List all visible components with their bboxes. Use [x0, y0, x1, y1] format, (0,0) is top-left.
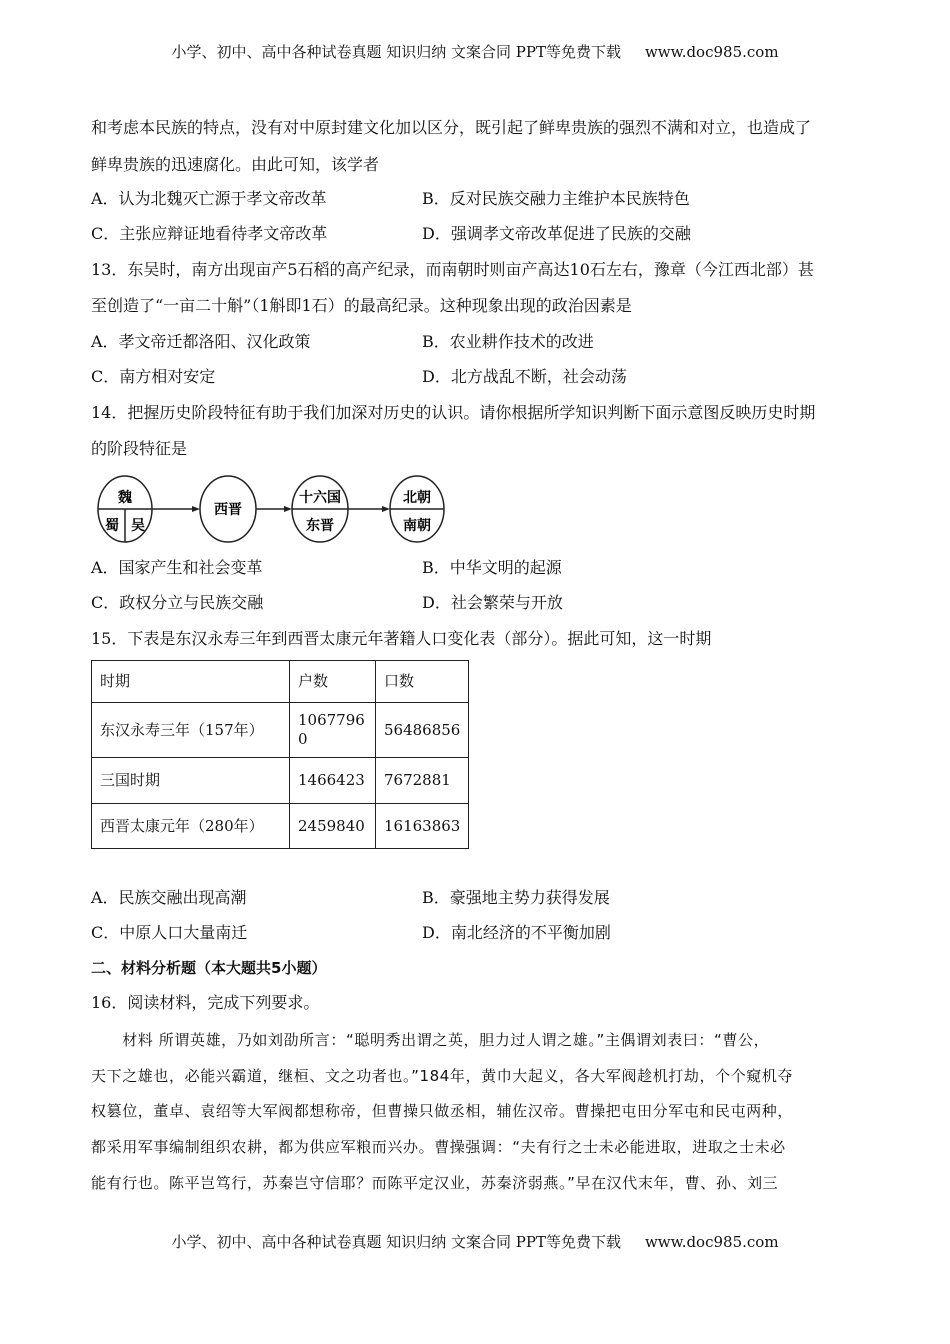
q13-option-d: D．北方战乱不断，社会动荡: [422, 367, 627, 386]
q12-option-c: C．主张应辩证地看待孝文帝改革: [91, 224, 328, 243]
label-northern-dynasties: 北朝: [403, 490, 431, 506]
q12-option-d: D．强调孝文帝改革促进了民族的交融: [422, 224, 691, 243]
table-row: [92, 804, 469, 849]
page-header: [0, 41, 950, 62]
material-line: 能有行也。陈平岂笃行，苏秦岂守信耶？而陈平定汉业，苏秦济弱燕。”早在汉代末年，曹、孙、刘三: [91, 1174, 779, 1192]
table-cell: 7672881: [376, 758, 469, 804]
q15-option-b: B．豪强地主势力获得发展: [422, 888, 610, 907]
footer-text: 小学、初中、高中各种试卷真题 知识归纳 文案合同 PPT等免费下载: [171, 1233, 621, 1251]
table-header: 时期: [92, 661, 290, 703]
label-wei: 魏: [118, 490, 132, 506]
label-eastern-jin: 东晋: [306, 518, 334, 534]
q14-line-2: 的阶段特征是: [91, 439, 188, 458]
q13-option-c: C．南方相对安定: [91, 367, 216, 386]
table-row: [92, 703, 469, 758]
label-western-jin: 西晋: [214, 502, 242, 518]
q13-option-b: B．农业耕作技术的改进: [422, 332, 594, 351]
q15-option-d: D．南北经济的不平衡加剧: [422, 923, 611, 942]
section-title: 二、材料分析题（本大题共5小题）: [91, 959, 327, 977]
table-cell: 东汉永寿三年（157年）: [92, 703, 290, 758]
table-cell: 16163863: [376, 804, 469, 849]
q14-option-d: D．社会繁荣与开放: [422, 593, 563, 612]
material-line: 天下之雄也，必能兴霸道，继桓、文之功者也。”184年，黄巾大起义，各大军阀趁机打劫，个个窥机夺: [91, 1067, 794, 1085]
q13-line-1: 13．东吴时，南方出现亩产5石稻的高产纪录，而南朝时则亩产高达10石左右，豫章（今江西北部）甚: [91, 260, 814, 279]
q13-option-a: A．孝文帝迁都洛阳、汉化政策: [91, 332, 311, 351]
q12-line-1: 和考虑本民族的特点，没有对中原封建文化加以区分，既引起了鲜卑贵族的强烈不满和对立，也造成了: [91, 118, 812, 137]
q14-option-a: A．国家产生和社会变革: [91, 558, 263, 577]
material-line: 权篡位，董卓、袁绍等大军阀都想称帝，但曹操只做丞相，辅佐汉帝。曹操把屯田分军屯和民屯两种，: [91, 1102, 794, 1120]
q13-line-2: 至创造了“一亩二十斛”（1斛即1石）的最高纪录。这种现象出现的政治因素是: [91, 296, 632, 315]
table-header-row: [92, 661, 469, 703]
label-shu: 蜀: [105, 518, 119, 534]
page-footer: [0, 1231, 950, 1252]
q15-option-c: C．中原人口大量南迁: [91, 923, 248, 942]
q15-option-a: A．民族交融出现高潮: [91, 888, 247, 907]
period-diagram: [95, 468, 455, 552]
table-row: [92, 758, 469, 804]
population-table: [91, 660, 469, 849]
q16-line: 16．阅读材料，完成下列要求。: [91, 993, 320, 1012]
table-header: 户数: [290, 661, 376, 703]
label-southern-dynasties: 南朝: [403, 518, 431, 534]
table-cell: 西晋太康元年（280年）: [92, 804, 290, 849]
table-cell: 2459840: [290, 804, 376, 849]
table-cell: 1067796 0: [290, 703, 376, 758]
q14-line-1: 14．把握历史阶段特征有助于我们加深对历史的认识。请你根据所学知识判断下面示意图反映历史时期: [91, 403, 816, 422]
header-text: 小学、初中、高中各种试卷真题 知识归纳 文案合同 PPT等免费下载: [171, 43, 621, 61]
footer-site: www.doc985.com: [644, 1233, 779, 1251]
q12-line-2: 鲜卑贵族的迅速腐化。由此可知，该学者: [91, 155, 380, 174]
q12-option-a: A．认为北魏灭亡源于孝文帝改革: [91, 189, 327, 208]
table-cell: 1466423: [290, 758, 376, 804]
table-header: 口数: [376, 661, 469, 703]
label-wu: 吴: [131, 518, 145, 534]
material-line: 材料 所谓英雄，乃如刘劭所言：“聪明秀出谓之英，胆力过人谓之雄。”主偶谓刘表曰：“曹公，: [91, 1031, 770, 1049]
q15-line: 15．下表是东汉永寿三年到西晋太康元年著籍人口变化表（部分）。据此可知，这一时期: [91, 629, 712, 648]
table-cell: 三国时期: [92, 758, 290, 804]
table-cell: 56486856: [376, 703, 469, 758]
q14-option-b: B．中华文明的起源: [422, 558, 562, 577]
header-site: www.doc985.com: [644, 43, 779, 61]
q14-option-c: C．政权分立与民族交融: [91, 593, 264, 612]
material-line: 都采用军事编制组织农耕，都为供应军粮而兴办。曹操强调：“夫有行之士未必能进取，进取之士未必: [91, 1138, 786, 1156]
label-sixteen-kingdoms: 十六国: [299, 490, 341, 506]
q12-option-b: B．反对民族交融力主维护本民族特色: [422, 189, 690, 208]
